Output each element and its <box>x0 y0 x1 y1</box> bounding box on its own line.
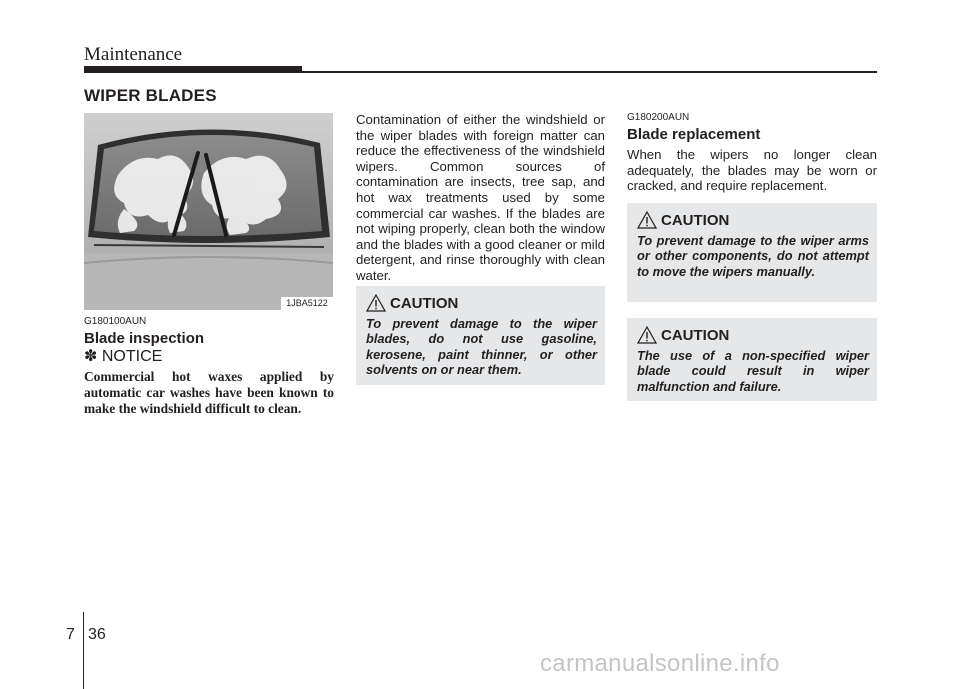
blade-inspection-heading: Blade inspection <box>84 330 205 347</box>
figure-label: 1JBA5122 <box>281 297 333 310</box>
blade-replacement-paragraph: When the wipers no longer clean adequately, the blades may be worn or cracked, and require replacement. <box>627 147 877 194</box>
notice-heading <box>84 346 162 366</box>
watermark: carmanualsonline.info <box>540 650 780 677</box>
caution-text: To prevent damage to the wiper arms or other components, do not attempt to move the wipers manually. <box>637 233 869 279</box>
notice-title: NOTICE <box>101 348 163 365</box>
page-number: 36 <box>88 626 106 643</box>
blade-replacement-code: G180200AUN <box>627 112 690 123</box>
footer-divider <box>83 612 84 689</box>
header-rule-thick <box>84 66 302 73</box>
header-title: Maintenance <box>84 44 183 65</box>
caution-text: The use of a non-specified wiper blade could result in wiper malfunction and failure. <box>637 348 869 394</box>
blade-inspection-code: G180100AUN <box>84 316 147 327</box>
page-chapter: 7 <box>66 626 75 643</box>
blade-replacement-heading: Blade replacement <box>627 126 761 143</box>
windshield-photo <box>84 113 333 310</box>
caution-box-non-specified <box>627 318 877 401</box>
section-title: WIPER BLADES <box>84 86 217 105</box>
caution-title: CAUTION <box>390 294 459 312</box>
caution-title: CAUTION <box>661 326 730 344</box>
windshield-illustration <box>84 113 333 310</box>
warning-triangle-icon <box>637 326 657 344</box>
header-rule-thin <box>302 71 877 73</box>
caution-box-solvents <box>356 286 605 385</box>
caution-box-wiper-arms <box>627 203 877 302</box>
caution-title: CAUTION <box>661 211 730 229</box>
caution-text: To prevent damage to the wiper blades, do not use gasoline, kerosene, paint thinner, or other solvents on or near them. <box>366 316 597 378</box>
warning-triangle-icon <box>366 294 386 312</box>
warning-triangle-icon <box>637 211 657 229</box>
notice-text: Commercial hot waxes applied by automatic car washes have been known to make the windshield difficult to clean. <box>84 369 334 416</box>
contamination-paragraph: Contamination of either the windshield or the wiper blades with foreign matter can reduce the effectiveness of the windshield wipers. Common sources of contamination are insects, tree sap, and hot wax treatments used by some commercial car washes. If the blades are not wiping properly, clean both the window and the blades with a good cleaner or mild detergent, and rinse thoroughly with clean water. <box>356 112 605 283</box>
notice-icon: ✽ <box>84 348 98 365</box>
